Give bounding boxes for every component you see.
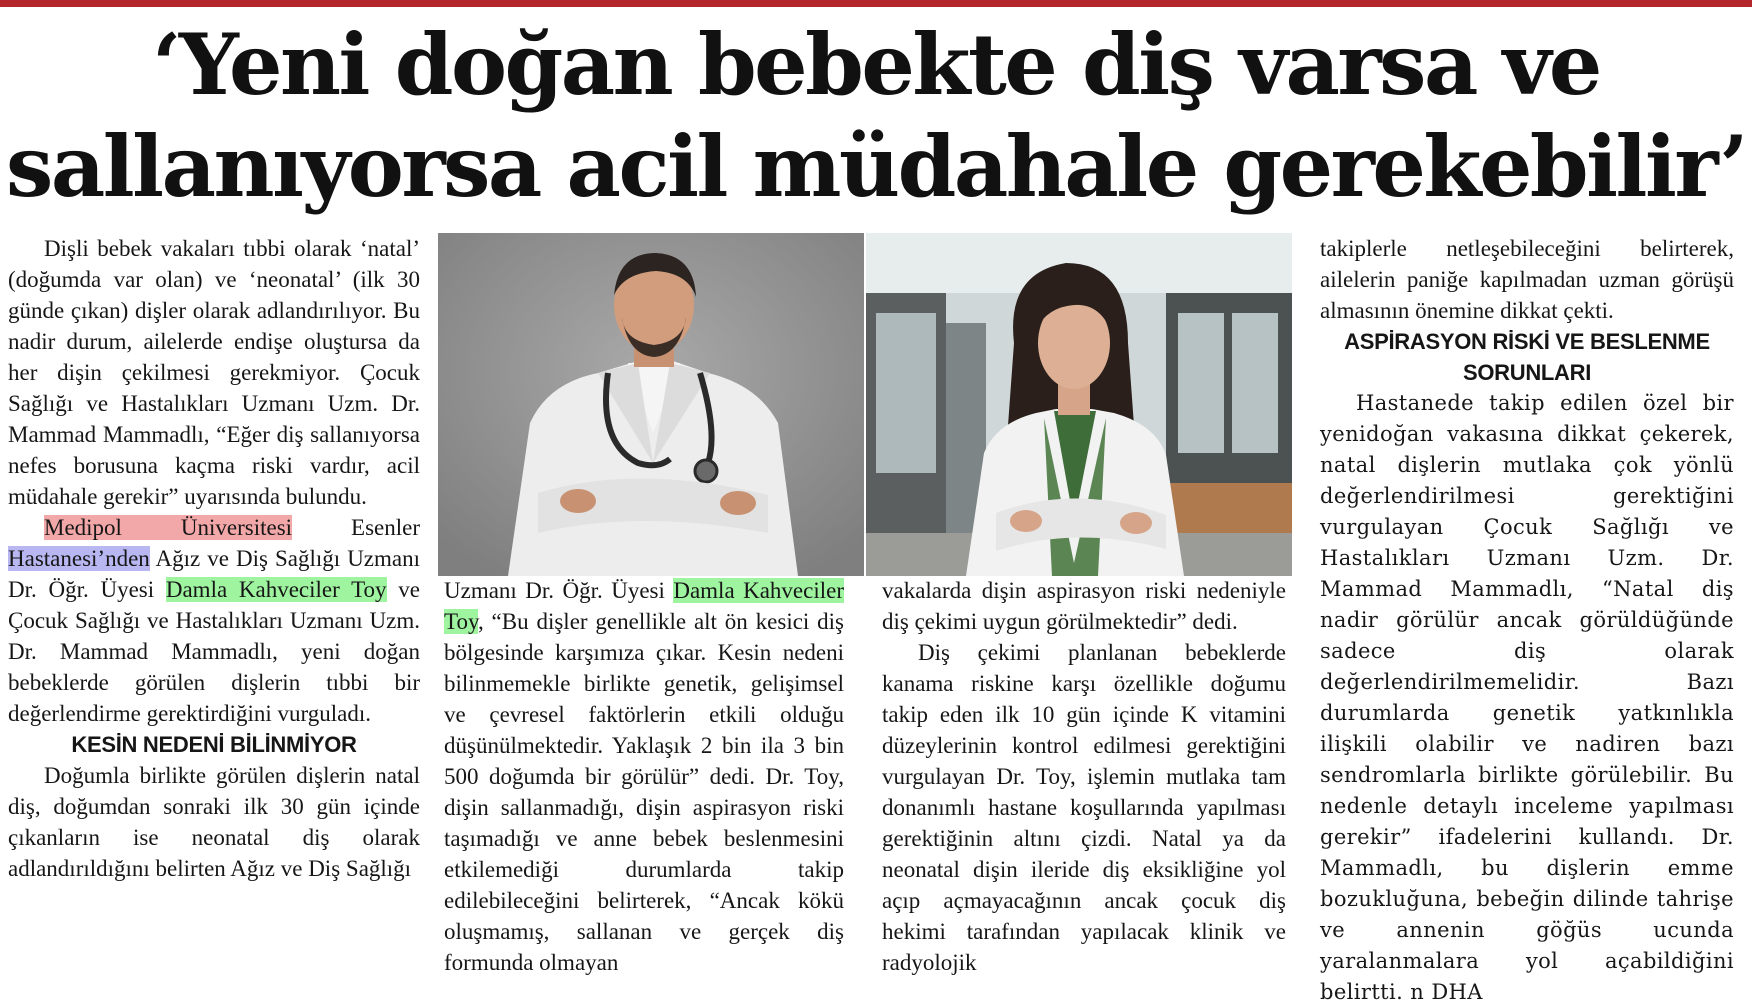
highlight-institution: Medipol Üniversitesi xyxy=(44,515,293,540)
quote-paragraph: Uzmanı Dr. Öğr. Üyesi Damla Kahveciler Toy, “Bu dişler genellikle alt ön kesici diş bölgesinde karşımıza çıkar. Kesin nedeni bilinmemekle birlikte genetik, gelişimsel ve çevresel faktörlerin etkili olduğu düşünülmektedir. Yaklaşık 2 bin ila 3 bin 500 doğumda bir görülür” dedi. Dr. Toy, dişin sallanmadığı, dişin aspirasyon riski taşımadığı ve anne bebek beslenmesini etkilemediği durumlarda takip edilebileceğini belirterek, “Ancak kökü oluşmamış, sallanan ve gerçek diş formunda olmayan xyxy=(444,578,844,975)
article-column-3 xyxy=(882,575,1286,978)
article-column-2 xyxy=(444,575,844,978)
subheading-aspiration-risk: ASPİRASYON RİSKİ VE BESLENME SORUNLARI xyxy=(1344,329,1710,385)
article-column-4 xyxy=(1320,233,1734,1008)
photo-male-doctor xyxy=(438,233,864,576)
body-paragraph: Doğumla birlikte görülen dişlerin natal diş, doğumdan sonraki ilk 30 gün içinde çıkanların ise neonatal diş olarak adlandırıldığını belirten Ağız ve Diş Sağlığı xyxy=(8,763,420,881)
headline-line-1: ‘Yeni doğan bebekte diş varsa ve xyxy=(152,15,1600,114)
highlight-hospital: Hastanesi’nden xyxy=(8,546,150,571)
headline xyxy=(0,14,1752,218)
top-accent-rule xyxy=(0,0,1752,7)
headline-line-2: sallanıyorsa acil müdahale gerekebilir’ xyxy=(6,117,1746,216)
highlight-doctor-name: Damla Kahveciler Toy xyxy=(165,577,387,602)
agency-credit: DHA xyxy=(1431,980,1483,1004)
sources-paragraph: Medipol Üniversitesi Esenler Hastanesi’nden Ağız ve Diş Sağlığı Uzmanı Dr. Öğr. Üyesi Damla Kahveciler Toy ve Çocuk Sağlığı ve Hastalıkları Uzmanı Uzm. Dr. Mammad Mammadlı, yeni doğan bebeklerde görülen dişlerin tıbbi bir değerlendirme gerektirdiğini vurguladı. xyxy=(8,515,420,726)
subheading-cause-unknown: KESİN NEDENİ BİLİNMİYOR xyxy=(71,732,357,757)
intro-paragraph: Dişli bebek vakaları tıbbi olarak ‘natal’ (doğumda var olan) ve ‘neonatal’ (ilk 30 günde çıkan) dişler olarak adlandırılıyor. Bu nadir durum, ailelerde endişe oluştursa da her dişin çekilmesi gerekmiyor. Çocuk Sağlığı ve Hastalıkları Uzmanı Uzm. Dr. Mammad Mammadlı, “Eğer diş sallanıyorsa nefes borusuna kaçma riski vardır, acil müdahale gerekir” uyarısında bulundu. xyxy=(8,236,420,509)
continuation-paragraph: vakalarda dişin aspirasyon riski nedeniyle diş çekimi uygun görülmektedir” dedi. xyxy=(882,578,1286,634)
photo-female-doctor xyxy=(866,233,1292,576)
male-doctor-illustration xyxy=(438,233,864,576)
bullet-marker: n xyxy=(1410,980,1425,1004)
female-doctor-illustration xyxy=(866,233,1292,576)
highlight-doctor-name-2: Damla Kahveciler Toy xyxy=(444,578,844,634)
extraction-paragraph: Diş çekimi planlanan bebeklerde kanama riskine karşı özellikle doğumu takip eden ilk 10 gün içinde K vitamini düzeylerinin kontrol edilmesi gerektiğini vurgulayan Dr. Toy, işlemin mutlaka tam donanımlı hastane koşullarında yapılması gerektiğinin altını çizdi. Natal ya da neonatal dişin ileride diş eksikliğine yol açıp açmayacağının ancak çocuk diş hekimi tarafından yapılacak klinik ve radyolojik xyxy=(882,640,1286,975)
article-column-1 xyxy=(8,233,420,884)
continuation-paragraph-2: takiplerle netleşebileceğini belirterek, ailelerin paniğe kapılmadan uzman görüşü almasının önemine dikkat çekti. xyxy=(1320,236,1734,323)
closing-paragraph: Hastanede takip edilen özel bir yenidoğan vakasına dikkat çekerek, natal dişlerin mutlaka çok yönlü değerlendirilmesi gerektiğini vurgulayan Çocuk Sağlığı ve Hastalıkları Uzmanı Uzm. Dr. Mammad Mammadlı, “Natal diş nadir görülür ancak görüldüğünde sadece diş olarak değerlendirilmemelidir. Bazı durumlarda genetik yatkınlıkla ilişkili olabilir ve nadiren bazı sendromlarla birlikte görülebilir. Bu nedenle detaylı inceleme yapılması gerekir” ifadelerini kullandı. Dr. Mammadlı, bu dişlerin emme bozukluğuna, bebeğin dilinde tahrişe ve annenin göğüs ucunda yaralanmalara yol açabildiğini belirtti. n DHA xyxy=(1320,391,1734,1004)
